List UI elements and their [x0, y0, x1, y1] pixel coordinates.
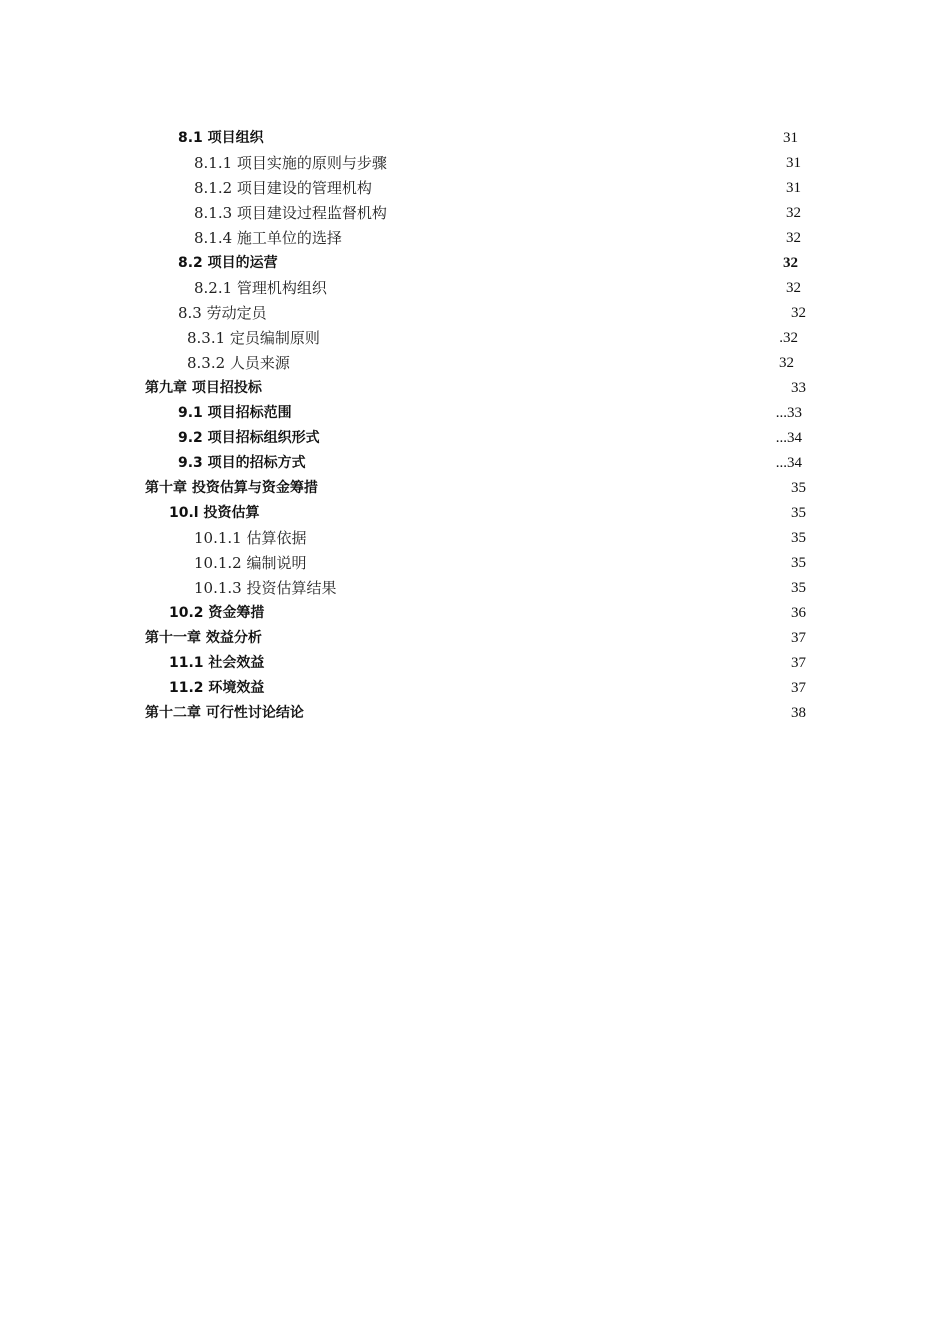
toc-entry[interactable] [194, 576, 806, 598]
toc-entry-title: 10.1.3 投资估算结果 [194, 579, 337, 597]
toc-entry-title: 第十章 投资估算与资金筹措 [145, 480, 318, 496]
toc-entry-title: 8.1.4 施工单位的选择 [194, 229, 342, 247]
toc-page-number: 31 [783, 130, 798, 146]
toc-page-number: 37 [791, 630, 806, 646]
toc-entry[interactable] [169, 601, 806, 623]
toc-page-number: 36 [791, 605, 806, 621]
toc-entry[interactable] [169, 651, 806, 673]
toc-page-number: 32 [786, 205, 801, 221]
toc-page-number: .32 [779, 330, 798, 346]
toc-entry-title: 8.1.3 项目建设过程监督机构 [194, 204, 387, 222]
toc-entry[interactable] [145, 626, 806, 648]
toc-page-number: ...33 [775, 405, 802, 421]
toc-entry-title: 第十二章 可行性讨论结论 [145, 705, 304, 721]
toc-entry-title: 8.1.2 项目建设的管理机构 [194, 179, 372, 197]
toc-page-number: 37 [791, 680, 806, 696]
toc-entry-title: 8.3 劳动定员 [178, 304, 267, 322]
toc-entry[interactable] [178, 301, 806, 323]
toc-page-number: 35 [791, 505, 806, 521]
toc-entry[interactable] [145, 701, 806, 723]
toc-entry[interactable] [194, 201, 801, 223]
toc-page-number: 37 [791, 655, 806, 671]
toc-entry[interactable] [178, 251, 798, 273]
toc-entry-title: 8.2 项目的运营 [178, 255, 278, 271]
toc-page-number: ...34 [775, 430, 802, 446]
toc-entry[interactable] [194, 151, 801, 173]
toc-entry[interactable] [194, 551, 806, 573]
toc-page-number: 31 [786, 155, 801, 171]
toc-entry[interactable] [178, 126, 798, 148]
toc-entry[interactable] [169, 676, 806, 698]
toc-entry[interactable] [169, 501, 806, 523]
toc-entry[interactable] [145, 476, 806, 498]
toc-entry[interactable] [194, 526, 806, 548]
toc-entry-title: 8.3.2 人员来源 [187, 354, 290, 372]
toc-entry-title: 8.3.1 定员编制原则 [187, 329, 320, 347]
toc-entry[interactable] [178, 426, 802, 448]
toc-entry-title: 8.2.1 管理机构组织 [194, 279, 327, 297]
toc-page-number: 35 [791, 555, 806, 571]
toc-entry-title: 10.1.2 编制说明 [194, 554, 307, 572]
toc-page-number: 35 [791, 580, 806, 596]
toc-page-number: 32 [779, 355, 794, 371]
toc-entry-title: 10.1.1 估算依据 [194, 529, 307, 547]
toc-entry-title: 9.3 项目的招标方式 [178, 455, 306, 471]
toc-page-number: ...34 [775, 455, 802, 471]
toc-entry-title: 第十一章 效益分析 [145, 630, 262, 646]
toc-entry[interactable] [187, 326, 798, 348]
toc-entry[interactable] [194, 276, 801, 298]
toc-entry[interactable] [145, 376, 806, 398]
toc-page-number: 35 [791, 530, 806, 546]
toc-page-number: 31 [786, 180, 801, 196]
toc-entry[interactable] [178, 401, 802, 423]
toc-entry-title: 11.2 环境效益 [169, 680, 265, 696]
toc-entry[interactable] [178, 451, 802, 473]
toc-entry-title: 9.1 项目招标范围 [178, 405, 292, 421]
toc-page-number: 38 [791, 705, 806, 721]
toc-page-number: 32 [786, 280, 801, 296]
toc-entry[interactable] [187, 351, 794, 373]
toc-entry-title: 10.l 投资估算 [169, 505, 260, 521]
toc-entry-title: 10.2 资金筹措 [169, 605, 265, 621]
toc-entry-title: 8.1.1 项目实施的原则与步骤 [194, 154, 387, 172]
toc-entry-title: 8.1 项目组织 [178, 130, 264, 146]
toc-page-number: 32 [786, 230, 801, 246]
toc-page-number: 33 [791, 380, 806, 396]
toc-entry-title: 9.2 项目招标组织形式 [178, 430, 320, 446]
toc-page-number: 35 [791, 480, 806, 496]
toc-page-number: 32 [791, 305, 806, 321]
toc-entry[interactable] [194, 176, 801, 198]
toc-entry-title: 11.1 社会效益 [169, 655, 265, 671]
toc-page-number: 32 [783, 255, 798, 271]
toc-entry[interactable] [194, 226, 801, 248]
toc-entry-title: 第九章 项目招投标 [145, 380, 262, 396]
